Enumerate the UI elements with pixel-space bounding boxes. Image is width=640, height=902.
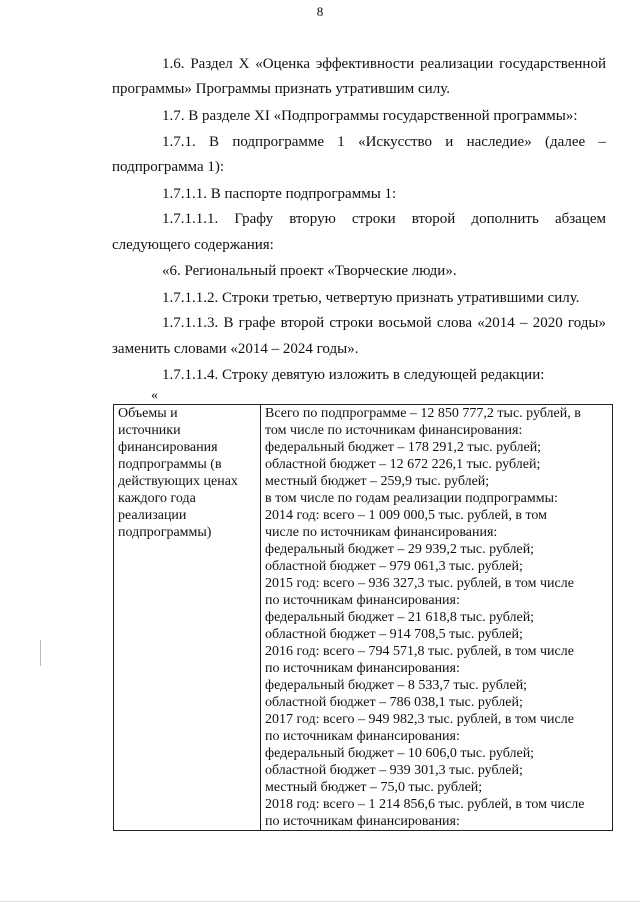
label-line: источники <box>118 423 181 438</box>
table-value-cell <box>261 405 613 831</box>
value-line: федеральный бюджет – 21 618,8 тыс. рублей; <box>265 610 535 625</box>
label-line: Объемы и <box>118 406 178 421</box>
financing-table <box>113 404 613 831</box>
value-line: числе по источникам финансирования: <box>265 525 498 540</box>
value-line: 2016 год: всего – 794 571,8 тыс. рублей, в том числе <box>265 644 574 659</box>
value-line: областной бюджет – 786 038,1 тыс. рублей; <box>265 695 523 710</box>
label-line: каждого года <box>118 491 196 506</box>
paragraph-regional-project: «6. Региональный проект «Творческие люди». <box>162 263 457 279</box>
value-line: по источникам финансирования: <box>265 729 460 744</box>
value-line: федеральный бюджет – 178 291,2 тыс. рублей; <box>265 440 542 455</box>
value-line: по источникам финансирования: <box>265 661 460 676</box>
value-line: 2017 год: всего – 949 982,3 тыс. рублей, в том числе <box>265 712 574 727</box>
value-line: 2015 год: всего – 936 327,3 тыс. рублей, в том числе <box>265 576 574 591</box>
paragraph-1-6-cont: программы» Программы признать утратившим силу. <box>112 81 450 97</box>
value-line: в том числе по годам реализации подпрограммы: <box>265 491 558 506</box>
value-line: областной бюджет – 12 672 226,1 тыс. рублей; <box>265 457 541 472</box>
paragraph-1-7-1-1-3-cont: заменить словами «2014 – 2024 годы». <box>112 341 359 357</box>
value-line: областной бюджет – 979 061,3 тыс. рублей; <box>265 559 523 574</box>
scan-margin-mark <box>40 640 41 666</box>
paragraph-1-7-1-1-4: 1.7.1.1.4. Строку девятую изложить в следующей редакции: <box>162 367 545 383</box>
paragraph-1-7-1-1-3: 1.7.1.1.3. В графе второй строки восьмой слова «2014 – 2020 годы» <box>162 315 606 331</box>
value-line: федеральный бюджет – 8 533,7 тыс. рублей; <box>265 678 528 693</box>
opening-quote-mark: « <box>151 388 158 403</box>
label-line: подпрограммы (в <box>118 457 222 472</box>
value-line: федеральный бюджет – 29 939,2 тыс. рублей; <box>265 542 535 557</box>
label-line: подпрограммы) <box>118 525 212 540</box>
table-row <box>114 405 613 831</box>
value-line: федеральный бюджет – 10 606,0 тыс. рублей; <box>265 746 535 761</box>
page-number: 8 <box>316 4 324 19</box>
paragraph-1-7: 1.7. В разделе XI «Подпрограммы государственной программы»: <box>162 108 578 124</box>
value-line: том числе по источникам финансирования: <box>265 423 523 438</box>
value-line: по источникам финансирования: <box>265 814 460 829</box>
paragraph-1-7-1-1-2: 1.7.1.1.2. Строки третью, четвертую признать утратившими силу. <box>162 290 580 306</box>
value-line: Всего по подпрограмме – 12 850 777,2 тыс. рублей, в <box>265 406 581 421</box>
paragraph-1-7-1-1-1: 1.7.1.1.1. Графу вторую строки второй дополнить абзацем <box>162 211 606 227</box>
value-line: местный бюджет – 75,0 тыс. рублей; <box>265 780 483 795</box>
value-line: областной бюджет – 914 708,5 тыс. рублей; <box>265 627 523 642</box>
label-line: реализации <box>118 508 187 523</box>
paragraph-1-7-1: 1.7.1. В подпрограмме 1 «Искусство и наследие» (далее – <box>162 134 606 150</box>
value-line: 2014 год: всего – 1 009 000,5 тыс. рублей, в том <box>265 508 547 523</box>
paragraph-1-6: 1.6. Раздел X «Оценка эффективности реализации государственной <box>162 56 606 72</box>
paragraph-1-7-1-1-1-cont: следующего содержания: <box>112 237 274 253</box>
label-line: действующих ценах <box>118 474 238 489</box>
label-line: финансирования <box>118 440 218 455</box>
value-line: местный бюджет – 259,9 тыс. рублей; <box>265 474 490 489</box>
value-line: по источникам финансирования: <box>265 593 460 608</box>
value-line: 2018 год: всего – 1 214 856,6 тыс. рублей, в том числе <box>265 797 585 812</box>
value-line: областной бюджет – 939 301,3 тыс. рублей; <box>265 763 523 778</box>
table-label-cell <box>114 405 261 831</box>
paragraph-1-7-1-1: 1.7.1.1. В паспорте подпрограммы 1: <box>162 186 397 202</box>
paragraph-1-7-1-cont: подпрограмма 1): <box>112 159 225 175</box>
